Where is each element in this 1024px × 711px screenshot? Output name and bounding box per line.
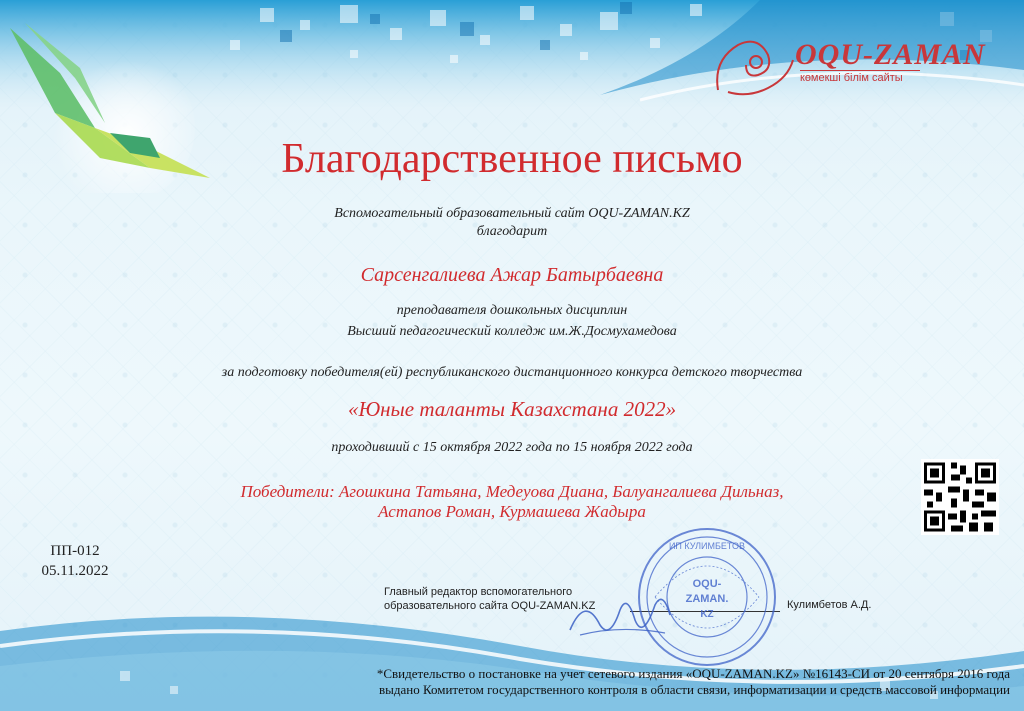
- document-number: ПП-012: [50, 543, 100, 559]
- svg-text:OQU-: OQU-: [692, 578, 722, 590]
- editor-title-line-2: образовательного сайта OQU-ZAMAN.KZ: [384, 600, 596, 612]
- period-line: проходивший с 15 октября 2022 года по 15 ноября 2022 года: [331, 440, 693, 455]
- qr-code-icon[interactable]: [921, 459, 999, 535]
- contest-name: «Юные таланты Казахстана 2022»: [347, 397, 677, 421]
- certificate-title: Благодарственное письмо: [281, 136, 743, 182]
- document-number-block: [30, 541, 120, 581]
- editor-title-line-1: Главный редактор вспомогательного: [384, 586, 573, 598]
- recipient-name: Сарсенгалиева Ажар Батырбаевна: [360, 264, 664, 286]
- thanks-line: благодарит: [476, 224, 548, 239]
- winners-line-1: Победители: Агошкина Татьяна, Медеуова Диана, Балуангалиева Дильназ,: [240, 482, 784, 501]
- editor-name: Кулимбетов А.Д.: [787, 599, 872, 611]
- recipient-institution: Высший педагогический колледж им.Ж.Досмухамедова: [347, 324, 677, 339]
- reason-line: за подготовку победителя(ей) республиканского дистанционного конкурса детского творчества: [221, 365, 803, 380]
- recipient-position: преподавателя дошкольных дисциплин: [396, 303, 628, 318]
- registration-footer: [230, 666, 1010, 698]
- svg-text:ИП КУЛИМБЕТОВ: ИП КУЛИМБЕТОВ: [668, 541, 746, 551]
- svg-text:ZAMAN.: ZAMAN.: [685, 593, 729, 605]
- editor-title: [384, 585, 595, 613]
- svg-text:KZ: KZ: [700, 609, 714, 620]
- document-date: 05.11.2022: [41, 563, 109, 579]
- signature-icon: [565, 585, 675, 645]
- organization-line: Вспомогательный образовательный сайт OQU-ZAMAN.KZ: [334, 206, 690, 221]
- logo-tagline: көмекші білім сайты: [800, 70, 920, 84]
- footer-line-1: *Свидетельство о постановке на учет сетевого издания «OQU-ZAMAN.KZ» №16143-СИ от 20 сентября 2016 года: [376, 666, 1010, 681]
- logo-title: OQU-ZAMAN: [795, 38, 986, 71]
- footer-line-2: выдано Комитетом государственного контроля в области связи, информатизации и средств массовой информации: [379, 682, 1010, 697]
- winners-line-2: Астапов Роман, Курмашева Жадыра: [378, 502, 646, 521]
